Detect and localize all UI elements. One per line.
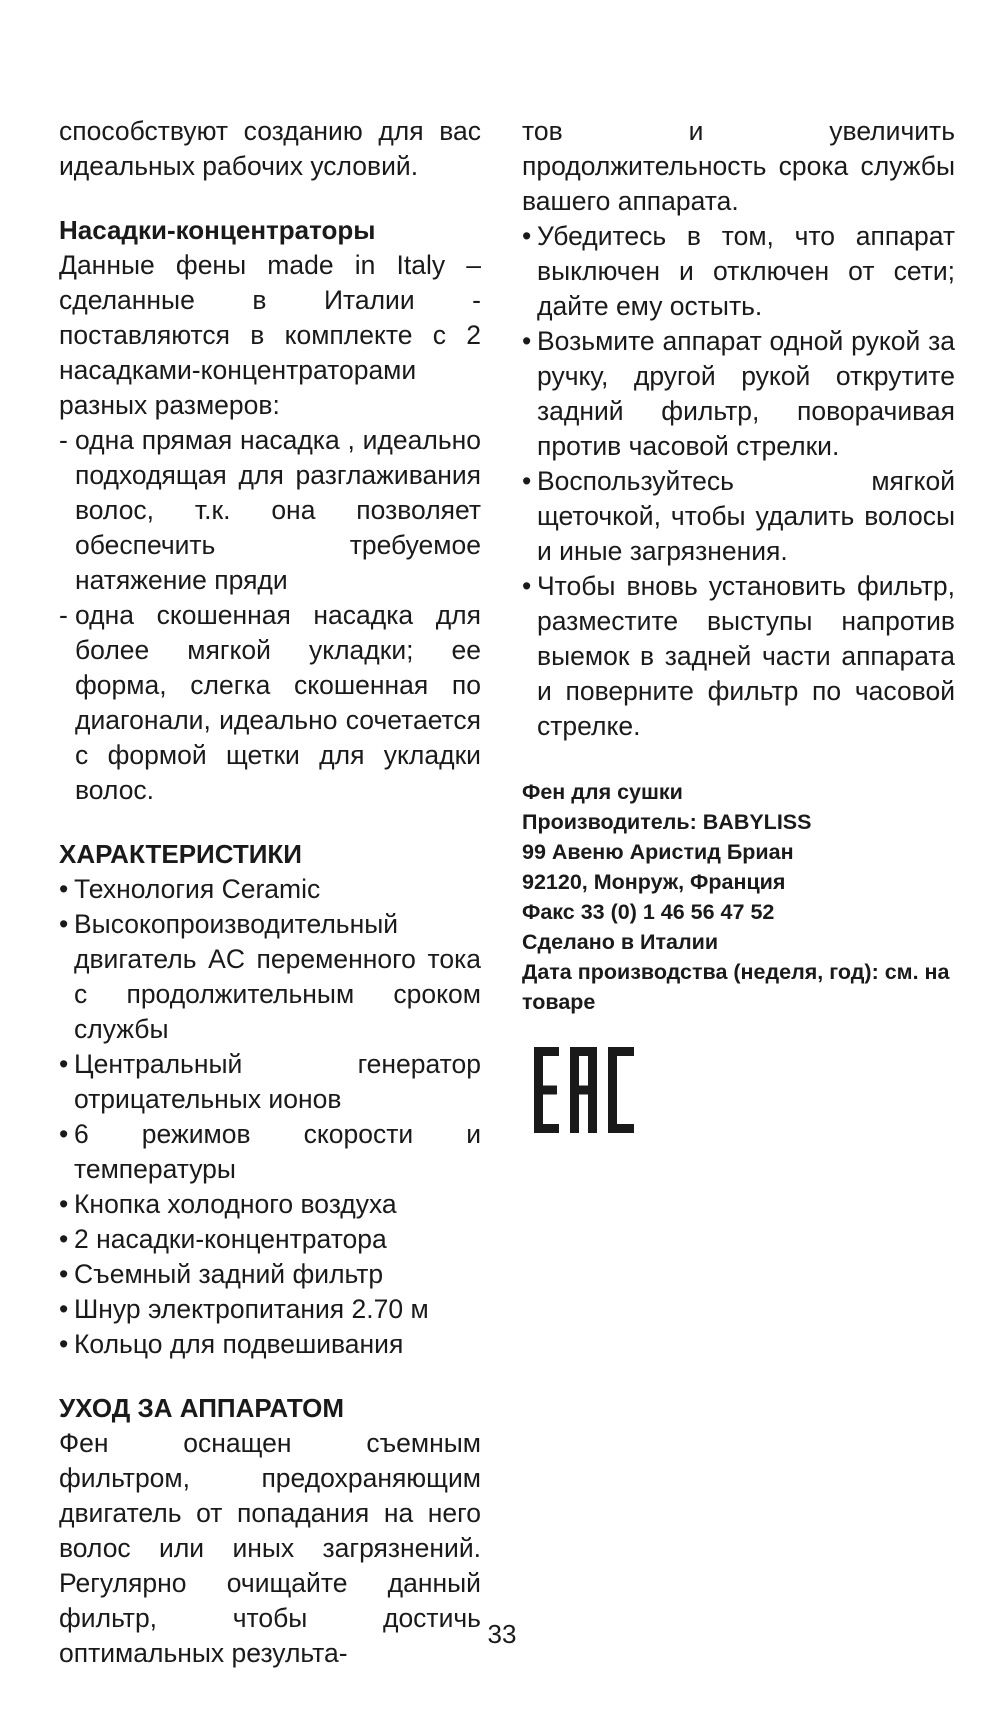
bullet-mark: • [522,221,532,251]
list-item: • 2 насадки-концентратора [59,1222,481,1257]
bullet-mark: • [59,1189,69,1219]
manufacturer-city: 92120, Монруж, Франция [522,870,786,894]
country-of-origin: Сделано в Италии [522,930,719,954]
eac-mark-icon [534,1047,634,1133]
bullet-mark: • [59,1294,69,1324]
bullet-mark: • [59,874,69,904]
nozzles-list [59,423,481,808]
bullet-mark: • [59,1119,69,1149]
intro-text: способствуют созданию для вас идеальных рабочих условий. [59,116,481,181]
list-item: - одна скошенная насадка для более мягкой укладки; ее форма, слегка скошенная по диагонали, идеально сочетается с формой щетки для укладки волос. [59,600,481,805]
list-item: • Шнур электропитания 2.70 м [59,1292,481,1327]
dash-mark: - [59,425,68,455]
list-item: • Высокопроизводительный двигатель AC переменного тока с продолжительным сроком службы [59,909,481,1044]
bullet-mark: • [522,326,532,356]
specs-heading: ХАРАКТЕРИСТИКИ [59,839,302,869]
manufacturer-info [522,777,955,1017]
right-column [522,114,955,1138]
production-date: Дата производства (неделя, год): см. на товаре [522,960,950,1014]
list-item: • Центральный генератор отрицательных ионов [59,1049,481,1114]
list-item: • Кнопка холодного воздуха [59,1187,481,1222]
bullet-mark: • [59,1329,69,1359]
list-item: • Чтобы вновь установить фильтр, разместите выступы напротив выемок в задней части аппарата и поверните фильтр по часовой стрелке. [522,571,955,741]
list-item: - одна прямая насадка , идеально подходящая для разглаживания волос, т.к. она позволяет обеспечить требуемое натяжение пряди [59,425,481,595]
nozzles-heading: Насадки-концентраторы [59,215,376,245]
list-item: • 6 режимов скорости и температуры [59,1119,481,1184]
page-number: 33 [487,1619,517,1649]
dash-mark: - [59,600,68,630]
bullet-mark: • [59,1049,69,1079]
list-item: • Возьмите аппарат одной рукой за ручку, другой рукой открутите задний фильтр, поворачивая против часовой стрелки. [522,326,955,461]
manufacturer-fax: Факс 33 (0) 1 46 56 47 52 [522,900,775,924]
bullet-mark: • [522,466,532,496]
bullet-mark: • [59,1224,69,1254]
left-column [59,114,481,1671]
bullet-mark: • [59,1259,69,1289]
care-heading: УХОД ЗА АППАРАТОМ [59,1393,344,1423]
specs-list [59,872,481,1362]
bullet-mark: • [522,571,532,601]
list-item: • Воспользуйтесь мягкой щеточкой, чтобы удалить волосы и иные загрязнения. [522,466,955,566]
care-text: Фен оснащен съемным фильтром, предохраняющим двигатель от попадания на него волос или иных загрязнений. Регулярно очищайте данный фильтр, чтобы достичь оптимальных результа- [59,1428,481,1668]
manufacturer-name: Производитель: BABYLISS [522,810,812,834]
list-item: • Съемный задний фильтр [59,1257,481,1292]
cleaning-steps [522,219,955,744]
list-item: • Технология Ceramic [59,872,481,907]
continued-text: тов и увеличить продолжительность срока службы вашего аппарата. [522,116,955,216]
product-type: Фен для сушки [522,780,683,804]
list-item: • Кольцо для подвешивания [59,1327,481,1362]
manufacturer-address: 99 Авеню Аристид Бриан [522,840,794,864]
bullet-mark: • [59,909,69,939]
nozzles-text: Данные фены made in Italy – сделанные в Италии - поставляются в комплекте с 2 насадками-концентраторами разных размеров: [59,250,481,420]
list-item: • Убедитесь в том, что аппарат выключен и отключен от сети; дайте ему остыть. [522,221,955,321]
